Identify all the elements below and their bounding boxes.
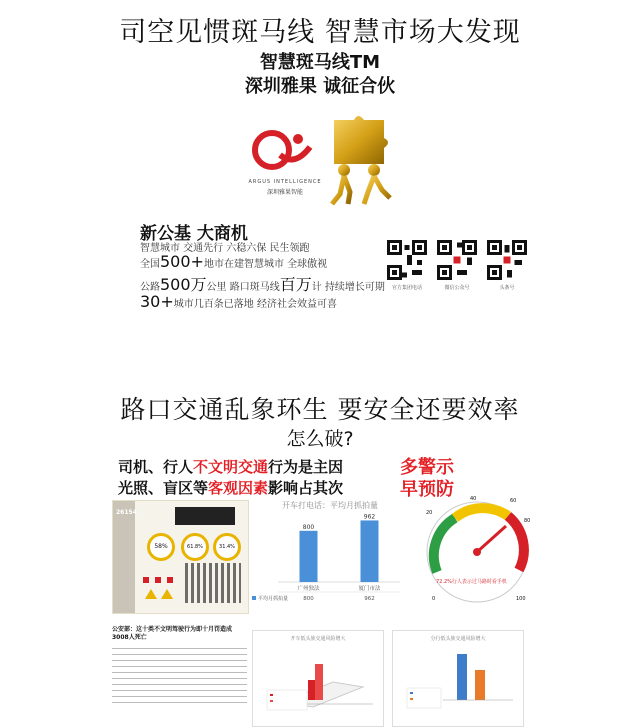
chart2-svg — [253, 642, 383, 717]
gauge-tick-20: 20 — [426, 510, 433, 516]
cause-line-1-b: 不文明交通 — [193, 458, 269, 476]
warn-line-2: 早预防 — [400, 479, 454, 500]
brand-line — [0, 48, 640, 74]
pitch-line-3-pre: 公路 — [140, 282, 160, 293]
recruit-line: 深圳雅果 诚征合伙 — [244, 76, 396, 97]
pitch-line-2-post: 地市在建智慧城市 全球傲视 — [203, 259, 328, 270]
legend-swatch — [252, 596, 256, 600]
chart3-svg — [393, 642, 523, 717]
bar-1 — [361, 520, 379, 582]
gauge-svg — [420, 494, 535, 606]
warn-line-1: 多警示 — [400, 457, 454, 478]
category-label-1: 厦门市法 — [358, 586, 381, 592]
pitch-line-4-post: 城市几百条已落地 经济社会效益可喜 — [173, 299, 337, 310]
news-article-snippet — [112, 626, 247, 726]
cause-line-2-b: 客观因素 — [208, 479, 269, 497]
table-value-0: 800 — [303, 596, 314, 602]
pitch-headline: 新公基 大商机 — [140, 224, 248, 244]
gauge-caption: 72.2%行人表示过马路时看手机 — [436, 579, 507, 585]
pitch-line-2-pre: 全国 — [140, 259, 160, 270]
qr-code-wechat-icon[interactable] — [437, 240, 477, 280]
infographic-big-number: 26154 — [116, 509, 137, 516]
chart2-title: 开车低头族交通风险增大 — [290, 636, 346, 642]
cause-line-1 — [118, 456, 343, 477]
logo-en: ARGUS INTELLIGENCE — [248, 179, 322, 185]
argus-logo — [240, 125, 330, 195]
infographic-percent-1: 58% — [147, 533, 175, 561]
gauge-tick-60: 60 — [510, 498, 517, 504]
qr-code-group — [385, 240, 555, 300]
pitch-line-2 — [140, 252, 327, 271]
category-label-0: 广州独法 — [297, 586, 320, 592]
infographic-people-icons — [185, 563, 241, 603]
pitch-line-3-big2: 百万 — [279, 275, 312, 294]
article-body-lines — [112, 648, 247, 708]
bar-chart-svg — [250, 512, 410, 610]
pitch-line-3-mid: 公里 路口斑马线 — [206, 282, 280, 293]
logo-cn: 深圳雅果智能 — [266, 189, 303, 196]
cause-line-1-c: 行为是主因 — [268, 458, 344, 476]
cause-line-1-a: 司机、行人 — [118, 458, 194, 476]
infographic-percent-2: 61.8% — [181, 533, 209, 561]
phone-capture-bar-chart — [250, 498, 410, 610]
gauge-tick-40: 40 — [470, 496, 477, 502]
pitch-line-4-big: 30+ — [140, 292, 174, 311]
qr-code-toutiao-icon[interactable] — [487, 240, 527, 280]
argus-logo-icon — [240, 125, 330, 175]
qr-label-phone: 官方集团电话 — [391, 285, 422, 291]
brand-line-text: 智慧斑马线TM — [259, 52, 381, 73]
section2-title: 路口交通乱象环生 要安全还要效率 — [120, 395, 520, 424]
chart3-title: 分行低头族交通风险增大 — [430, 636, 486, 642]
bar-0 — [300, 531, 318, 582]
qr-label-wechat: 微信公众号 — [444, 285, 470, 291]
pitch-line-4 — [140, 292, 337, 311]
qr-label-toutiao: 头条号 — [499, 285, 515, 291]
pedestrian-risk-chart — [392, 630, 524, 727]
gauge-tick-80: 80 — [524, 518, 531, 524]
accident-infographic — [112, 500, 249, 614]
pitch-line-3-post: 计 持续增长可期 — [311, 282, 385, 293]
speed-gauge — [420, 494, 535, 606]
infographic-side-bar — [113, 501, 135, 613]
infographic-percent-3: 31.4% — [213, 533, 241, 561]
bar-value-label-0: 800 — [302, 523, 315, 531]
pitch-line-2-big: 500+ — [160, 252, 204, 271]
page-title: 司空见惯斑马线 智慧市场大发现 — [119, 17, 521, 48]
table-value-1: 962 — [364, 596, 375, 602]
cause-line-2-a: 光照、盲区等 — [118, 479, 209, 497]
infographic-header-bar — [175, 507, 235, 525]
cause-line-2 — [118, 477, 343, 498]
infographic-warning-icons — [139, 569, 179, 603]
cause-line-2-c: 影响占其次 — [268, 479, 344, 497]
section2-subtitle: 怎么破? — [286, 428, 354, 450]
pitch-line-1: 智慧城市 交通先行 六稳六保 民生领跑 — [140, 243, 310, 254]
pitch-line-3-big: 500万 — [160, 275, 207, 294]
bar-value-label-1: 962 — [363, 513, 376, 521]
chart-title: 开车打电话：平均月抓拍量 — [282, 501, 378, 510]
qr-code-phone-icon[interactable] — [387, 240, 427, 280]
gauge-tick-0: 0 — [432, 596, 436, 602]
article-title: 公安部：这十类不文明驾驶行为即十月罚造成3008人死亡 — [112, 626, 233, 641]
gauge-tick-100: 100 — [516, 596, 526, 602]
driver-risk-chart — [252, 630, 384, 727]
legend-label: 平均月抓拍量 — [258, 596, 289, 602]
puzzle-figures-illustration — [322, 110, 402, 210]
